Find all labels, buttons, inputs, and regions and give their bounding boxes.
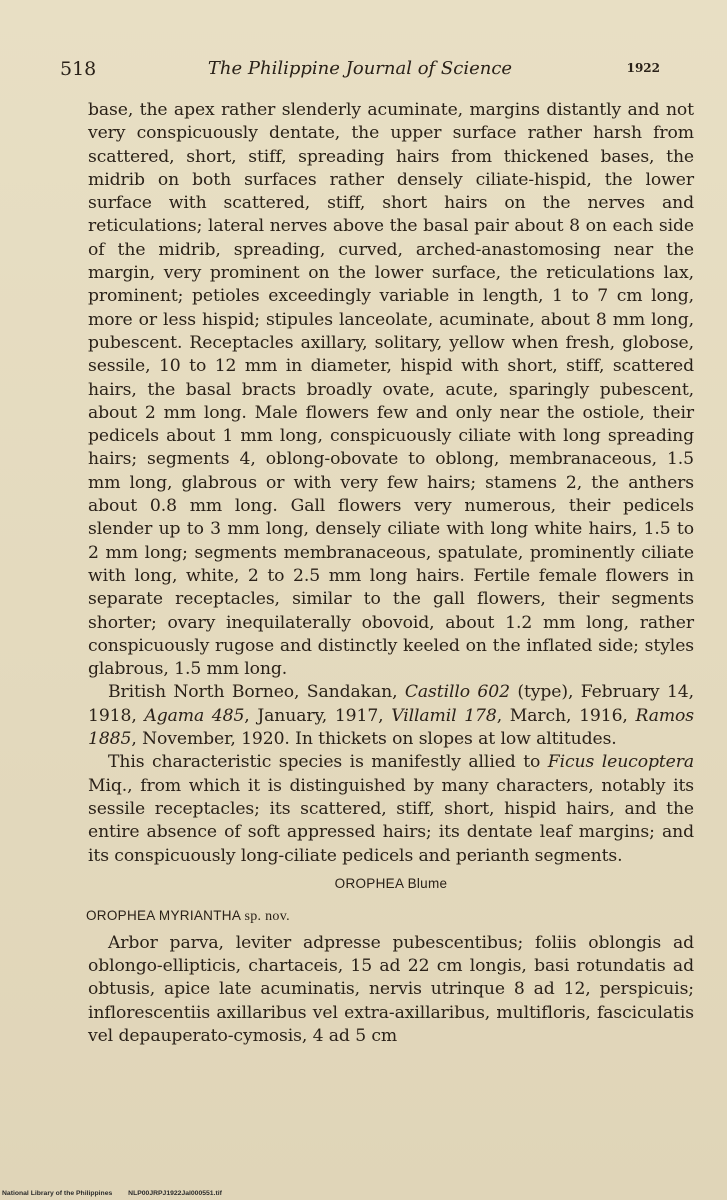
latin-description-paragraph: Arbor parva, leviter adpresse pubescentibus; foliis oblongis ad oblongo-ellipticis, chartaceis, 15 ad 22 cm longis, basi rotundatis ad obtusis, apice late acuminatis, nervis utrinque 8 ad 12, perspicuis; inflorescentiis axillaribus vel extra-axillaribus, multifloris, fasciculatis vel depauperato-cymosis, 4 ad 5 cm [88, 932, 694, 1046]
remarks-text-1: This characteristic species is manifestly allied to [108, 752, 548, 773]
specimens-text-4: , March, 1916, [496, 705, 636, 726]
scan-file-id: NLP00JRPJ1922Jal000551.tif [128, 1190, 222, 1197]
specimen-citation: Villamil 178 [391, 705, 497, 726]
specimens-paragraph [88, 681, 694, 751]
page-header [60, 58, 660, 84]
remarks-text-2: Miq., from which it is distinguished by many characters, notably its sessile receptacles; its scattered, stiff, short, hispid hairs, and the entire absence of soft appressed hairs; its dentate leaf margins; and its conspicuously long-ciliate pedicels and perianth segments. [88, 775, 694, 866]
specimens-text-3: , January, 1917, [244, 705, 392, 726]
description-paragraph: base, the apex rather slenderly acuminate, margins distantly and not very conspicuously dentate, the upper surface rather harsh from scattered, short, stiff, spreading hairs from thickened bases, the midrib on both surfaces rather densely ciliate-hispid, the lower surface with scattered, stiff, short hairs on the nerves and reticulations; lateral nerves above the basal pair about 8 on each side of the midrib, spreading, curved, arched-anastomosing near the margin, very prominent on the lower surface, the reticulations lax, prominent; petioles exceedingly variable in length, 1 to 7 cm long, more or less hispid; stipules lanceolate, acuminate, about 8 mm long, pubescent. Receptacles axillary, solitary, yellow when fresh, globose, sessile, 10 to 12 mm in diameter, hispid with short, stiff, scattered hairs, the basal bracts broadly ovate, acute, sparingly pubescent, about 2 mm long. Male flowers few and only near the ostiole, their pedicels about 1 mm long, conspicuously ciliate with long spreading hairs; segments 4, oblong-obovate to oblong, membranaceous, 1.5 mm long, glabrous or with very few hairs; stamens 2, the anthers about 0.8 mm long. Gall flowers very numerous, their pedicels slender up to 3 mm long, densely ciliate with long white hairs, 1.5 to 2 mm long; segments membranaceous, spatulate, prominently ciliate with long, white, 2 to 2.5 mm long hairs. Fertile female flowers in separate receptacles, similar to the gall flowers, their segments shorter; ovary inequilaterally obovoid, about 1.2 mm long, rather conspicuously rugose and distinctly keeled on the inflated side; styles glabrous, 1.5 mm long. [88, 100, 694, 680]
journal-title: The Philippine Journal of Science [207, 58, 513, 79]
specimen-citation: Ramos 1885 [88, 705, 695, 750]
specimens-text-5: , November, 1920. In thickets on slopes at low altitudes. [131, 729, 617, 750]
specimen-citation: Agama 485 [144, 705, 245, 726]
species-heading [86, 908, 694, 928]
genus-author: Blume [407, 875, 448, 891]
species-status: sp. nov. [244, 908, 290, 924]
specimen-citation: Castillo 602 [404, 682, 510, 703]
remarks-paragraph [88, 751, 694, 867]
allied-species-name: Ficus leucoptera [547, 752, 694, 773]
library-credit: National Library of the Philippines [2, 1190, 113, 1197]
scan-footer [2, 1190, 236, 1197]
specimens-text-1: British North Borneo, Sandakan, [108, 682, 405, 703]
genus-name: OROPHEA [334, 875, 404, 891]
volume-year: 1922 [626, 61, 660, 75]
page-number: 518 [60, 58, 97, 80]
species-name: OROPHEA MYRIANTHA [86, 907, 241, 923]
specimens-text-2: (type), February 14, 1918, [88, 682, 694, 726]
page-body [88, 99, 694, 1048]
genus-heading [88, 872, 694, 896]
